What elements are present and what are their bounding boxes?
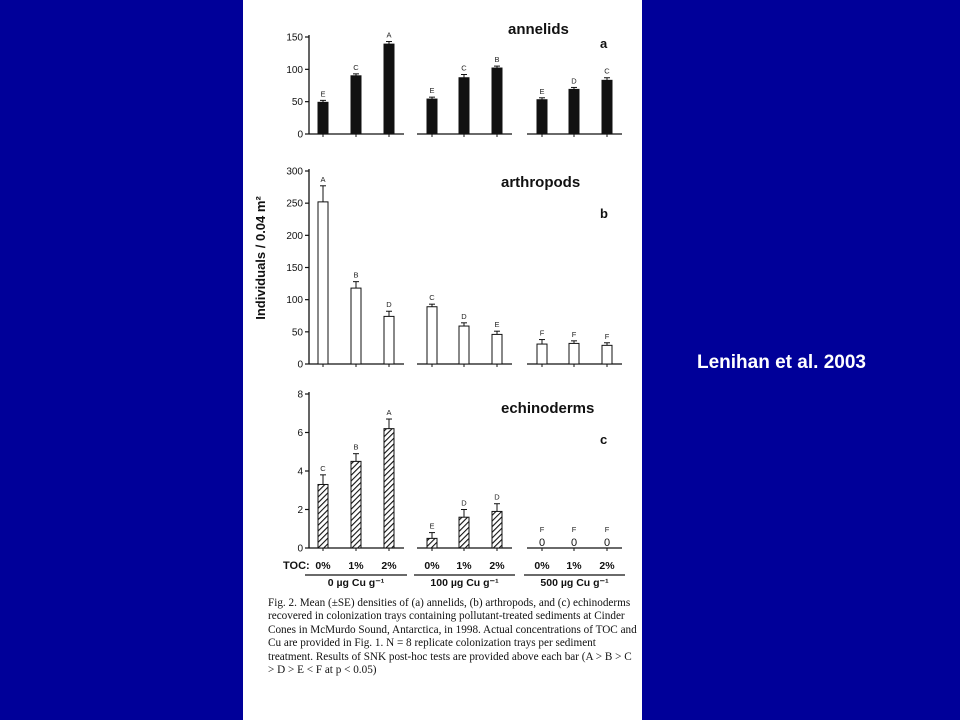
significance-letter: F bbox=[539, 328, 545, 338]
chart-panel-a bbox=[286, 21, 622, 141]
cu-group-label: 100 µg Cu g⁻¹ bbox=[430, 577, 499, 589]
bar bbox=[351, 288, 361, 364]
cu-group-label: 500 µg Cu g⁻¹ bbox=[540, 577, 609, 589]
significance-letter: B bbox=[353, 270, 359, 280]
y-axis-label: Individuals / 0.04 m² bbox=[253, 196, 268, 320]
toc-label: TOC: bbox=[283, 560, 310, 572]
panel-letter: a bbox=[600, 36, 608, 51]
significance-letter: C bbox=[604, 66, 610, 76]
bar bbox=[384, 44, 394, 134]
cu-group-label: 0 µg Cu g⁻¹ bbox=[327, 577, 385, 589]
significance-letter: D bbox=[571, 76, 577, 86]
figure-panel bbox=[243, 0, 642, 720]
bar bbox=[427, 538, 437, 548]
y-tick-label: 50 bbox=[291, 327, 303, 339]
y-tick-label: 50 bbox=[291, 97, 303, 109]
significance-letter: E bbox=[429, 86, 435, 96]
significance-letter: D bbox=[461, 311, 467, 321]
significance-letter: A bbox=[386, 30, 392, 40]
significance-letter: B bbox=[353, 442, 359, 452]
significance-letter: E bbox=[320, 89, 326, 99]
toc-level-label: 1% bbox=[348, 560, 364, 572]
bar bbox=[459, 326, 469, 364]
y-tick-label: 200 bbox=[286, 230, 303, 242]
significance-letter: C bbox=[353, 62, 359, 72]
toc-level-label: 2% bbox=[599, 560, 615, 572]
significance-letter: D bbox=[461, 498, 467, 508]
bar bbox=[569, 89, 579, 134]
annotated-bar-charts bbox=[243, 0, 642, 600]
zero-value-label: 0 bbox=[603, 537, 611, 549]
significance-letter: E bbox=[429, 521, 435, 531]
significance-letter: F bbox=[539, 525, 545, 534]
zero-value-label: 0 bbox=[538, 537, 546, 549]
panel-title: annelids bbox=[508, 21, 569, 38]
bar bbox=[318, 202, 328, 364]
toc-level-label: 1% bbox=[456, 560, 472, 572]
y-tick-label: 2 bbox=[297, 505, 303, 516]
significance-letter: C bbox=[320, 463, 326, 473]
panel-title: echinoderms bbox=[501, 400, 595, 417]
y-tick-label: 100 bbox=[286, 64, 303, 76]
y-tick-label: 150 bbox=[286, 263, 303, 274]
bar bbox=[318, 102, 328, 134]
bar bbox=[427, 99, 437, 134]
bar bbox=[318, 484, 328, 548]
significance-letter: F bbox=[604, 331, 610, 341]
bar bbox=[537, 100, 547, 134]
bar bbox=[537, 344, 547, 364]
y-tick-label: 6 bbox=[297, 428, 303, 439]
citation: Lenihan et al. 2003 bbox=[697, 352, 866, 373]
bar bbox=[492, 511, 502, 548]
significance-letter: E bbox=[539, 86, 545, 96]
bar bbox=[459, 517, 469, 548]
significance-letter: A bbox=[320, 174, 326, 184]
bar bbox=[602, 345, 612, 364]
y-tick-label: 250 bbox=[286, 198, 303, 210]
y-tick-label: 100 bbox=[286, 295, 303, 307]
panel-letter: c bbox=[600, 432, 608, 447]
y-tick-label: 0 bbox=[297, 129, 303, 141]
toc-level-label: 2% bbox=[381, 560, 397, 572]
significance-letter: F bbox=[571, 525, 577, 534]
figure-caption: Fig. 2. Mean (±SE) densities of (a) annelids, (b) arthropods, and (c) echinoderms recovered in colonization trays containing pollutant-treated sediments at Cinder Cones in McMurdo Sound, Antarctica, in 1998. Actual concentrations of TOC and Cu are provided in Fig. 1. N = 8 replicate colonization trays per sediment treatment. Results of SNK post-hoc tests are provided above each bar (A > B > C > D > E < F at p < 0.05) bbox=[268, 597, 637, 677]
bar bbox=[492, 68, 502, 134]
bar bbox=[602, 80, 612, 134]
significance-letter: F bbox=[604, 525, 610, 534]
panel-letter: b bbox=[600, 206, 608, 221]
bar bbox=[459, 78, 469, 134]
chart-panel-b bbox=[286, 167, 622, 371]
cu-row bbox=[305, 575, 625, 589]
y-tick-label: 8 bbox=[297, 389, 303, 401]
significance-letter: D bbox=[386, 300, 392, 310]
y-tick-label: 150 bbox=[286, 32, 303, 44]
bar bbox=[351, 461, 361, 548]
significance-letter: C bbox=[461, 63, 467, 73]
significance-letter: E bbox=[494, 320, 500, 330]
significance-letter: C bbox=[429, 293, 435, 303]
toc-level-label: 0% bbox=[534, 560, 550, 572]
panel-title: arthropods bbox=[501, 174, 581, 191]
y-tick-label: 4 bbox=[297, 466, 303, 478]
toc-level-label: 0% bbox=[315, 560, 331, 572]
y-tick-label: 0 bbox=[297, 359, 303, 371]
bar bbox=[427, 307, 437, 364]
bar bbox=[384, 429, 394, 548]
significance-letter: A bbox=[386, 408, 392, 418]
toc-level-label: 1% bbox=[566, 560, 582, 572]
y-tick-label: 300 bbox=[286, 166, 303, 178]
toc-level-label: 2% bbox=[489, 560, 505, 572]
bar bbox=[569, 343, 579, 364]
bar bbox=[351, 76, 361, 134]
bar bbox=[384, 316, 394, 364]
significance-letter: B bbox=[494, 55, 500, 65]
chart-panel-c bbox=[297, 390, 622, 555]
toc-level-label: 0% bbox=[424, 560, 440, 572]
significance-letter: D bbox=[494, 492, 500, 502]
zero-value-label: 0 bbox=[570, 537, 578, 549]
y-tick-label: 0 bbox=[297, 543, 303, 555]
toc-row bbox=[283, 560, 615, 572]
bar bbox=[492, 334, 502, 364]
significance-letter: F bbox=[571, 329, 577, 339]
